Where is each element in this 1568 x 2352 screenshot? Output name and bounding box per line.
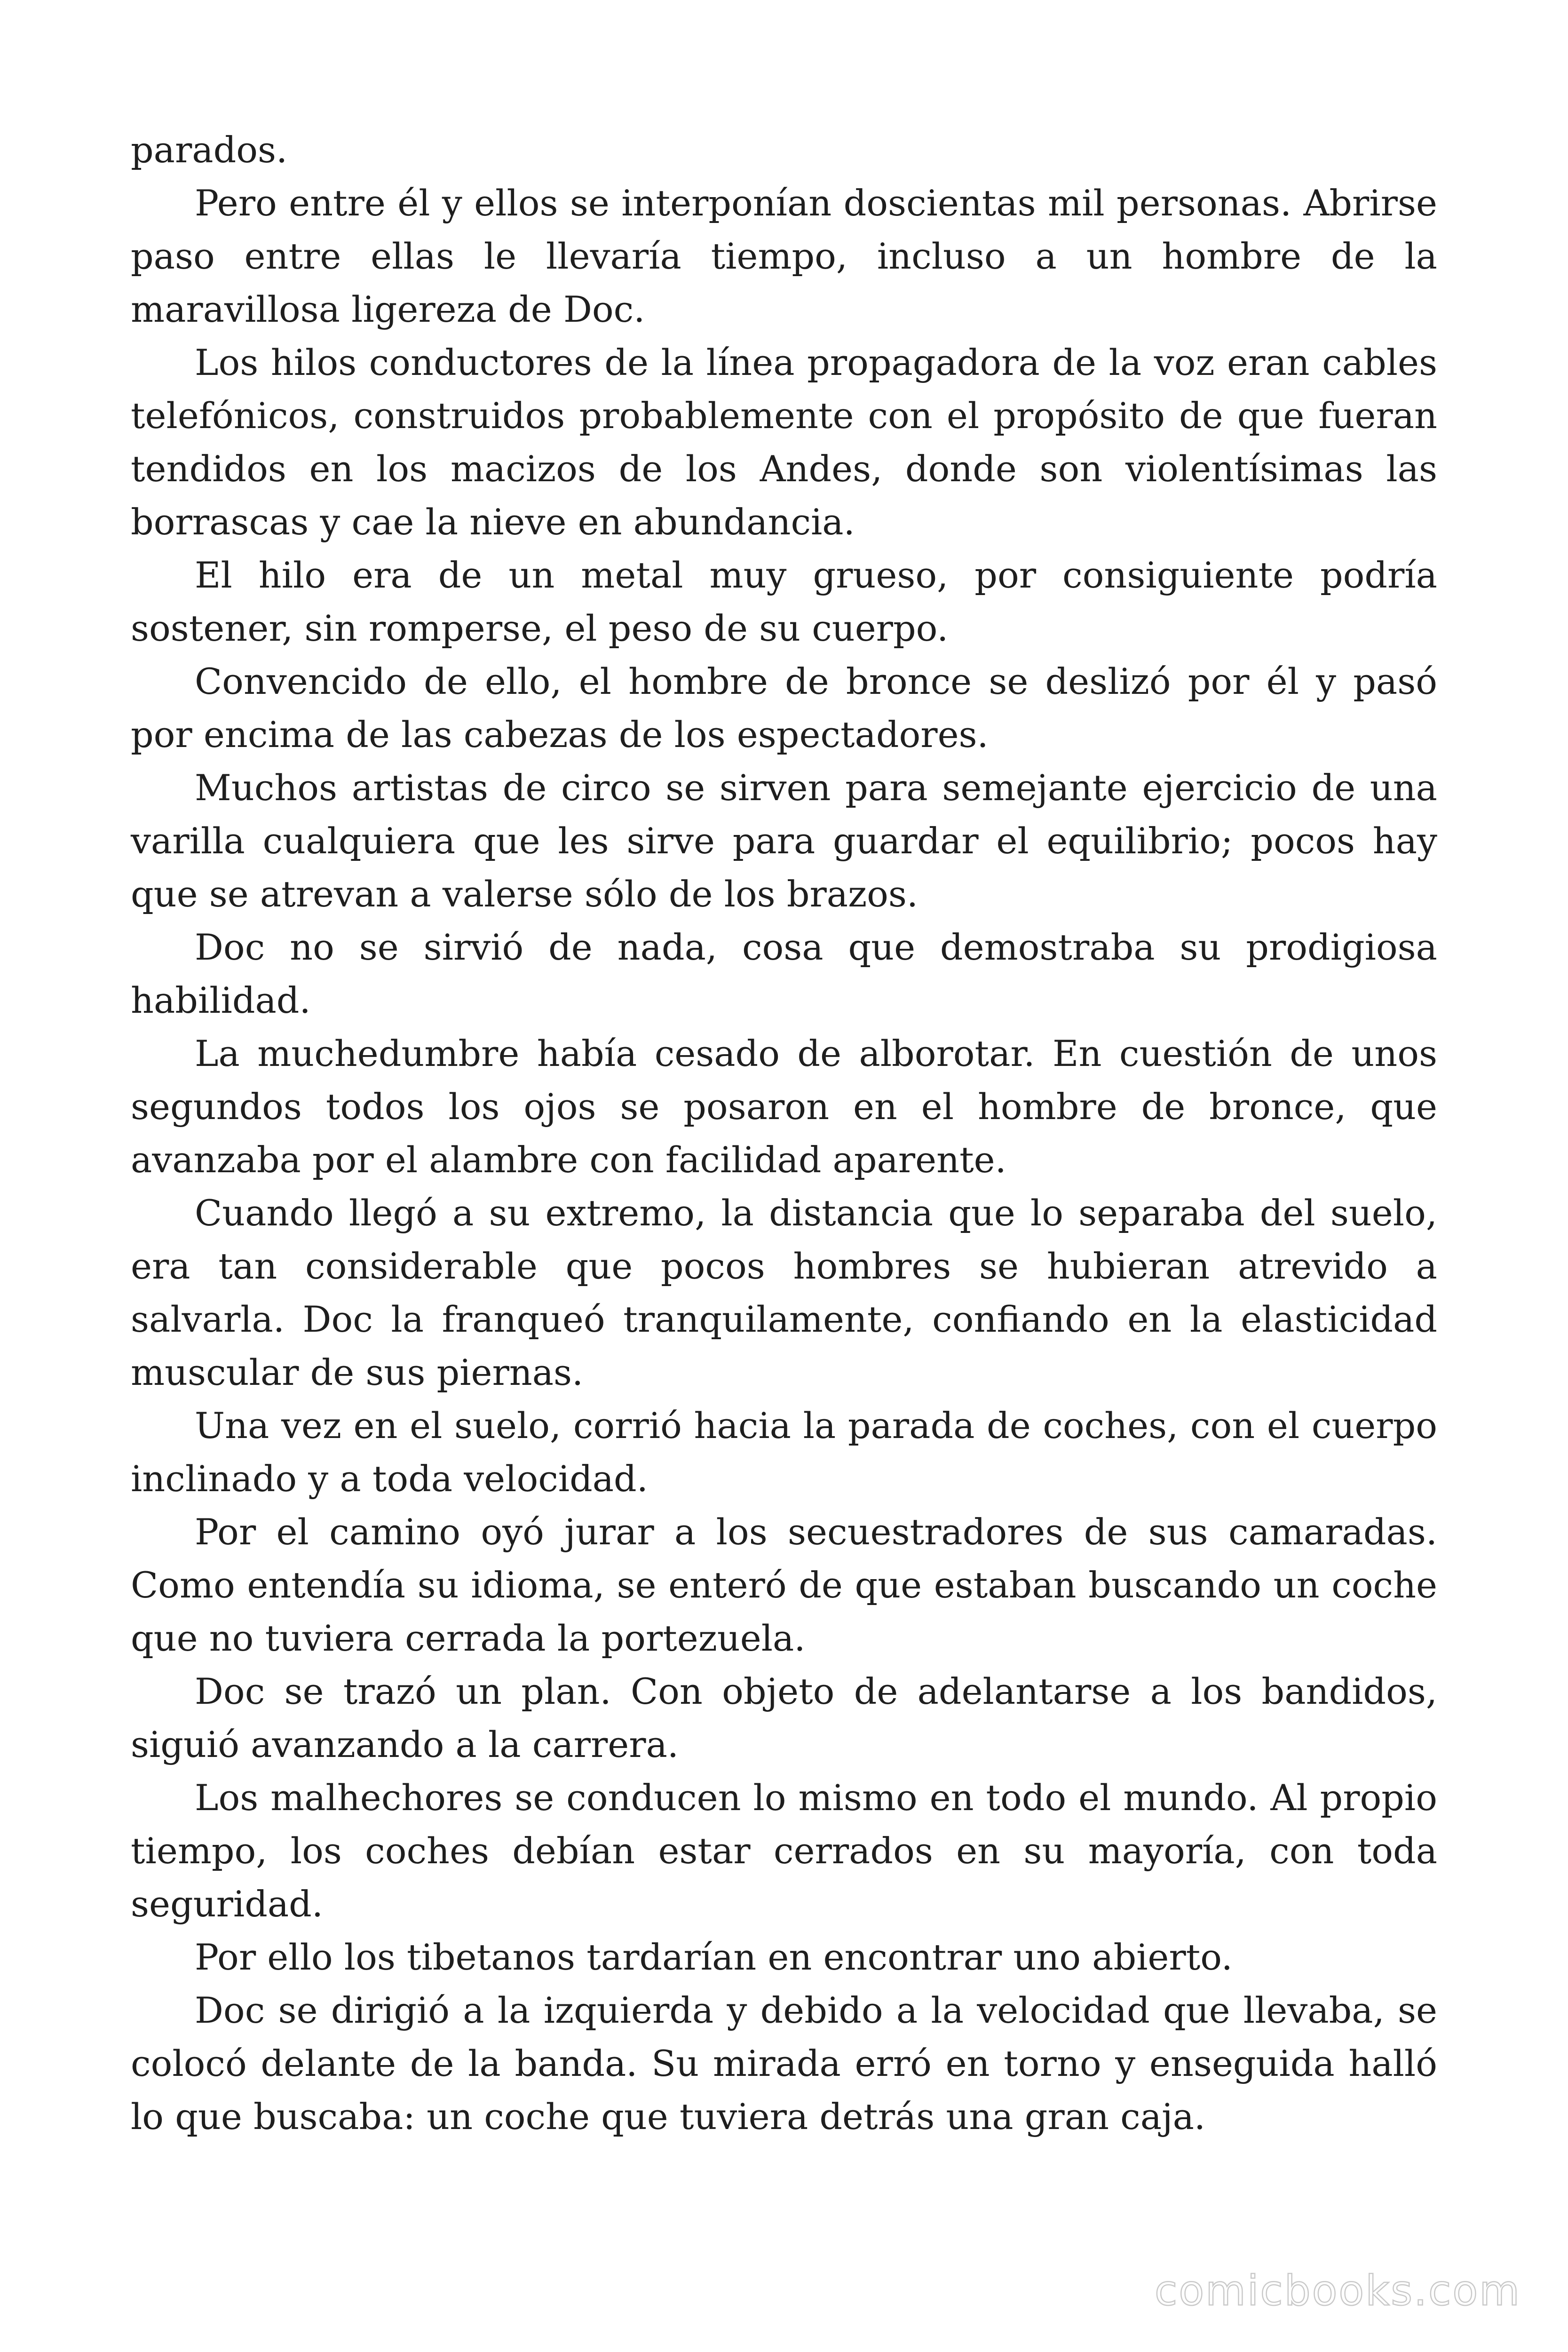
page-body-text xyxy=(131,123,1437,2143)
paragraph: El hilo era de un metal muy grueso, por consiguiente podría sostener, sin romperse, el peso de su cuerpo. xyxy=(131,554,1437,649)
paragraph: Por ello los tibetanos tardarían en encontrar uno abierto. xyxy=(195,1936,1233,1978)
paragraph: Convencido de ello, el hombre de bronce se deslizó por él y pasó por encima de las cabezas de los espectadores. xyxy=(131,660,1437,755)
paragraph: Muchos artistas de circo se sirven para semejante ejercicio de una varilla cualquiera que les sirve para guardar el equilibrio; pocos hay que se atrevan a valerse sólo de los brazos. xyxy=(131,767,1437,915)
paragraph: Doc se dirigió a la izquierda y debido a la velocidad que llevaba, se colocó delante de la banda. Su mirada erró en torno y enseguida halló lo que buscaba: un coche que tuviera detrás una gran caja. xyxy=(131,1989,1437,2137)
paragraph: Una vez en el suelo, corrió hacia la parada de coches, con el cuerpo inclinado y a toda velocidad. xyxy=(131,1405,1437,1500)
paragraph: Los malhechores se conducen lo mismo en todo el mundo. Al propio tiempo, los coches debían estar cerrados en su mayoría, con toda seguridad. xyxy=(131,1777,1437,1925)
paragraph: Cuando llegó a su extremo, la distancia que lo separaba del suelo, era tan considerable que pocos hombres se hubieran atrevido a salvarla. Doc la franqueó tranquilamente, confiando en la elasticidad muscular de sus piernas. xyxy=(131,1192,1437,1393)
paragraph: Doc no se sirvió de nada, cosa que demostraba su prodigiosa habilidad. xyxy=(131,926,1437,1021)
paragraph-continuation: parados. xyxy=(131,129,288,171)
paragraph: Pero entre él y ellos se interponían doscientas mil personas. Abrirse paso entre ellas le llevaría tiempo, incluso a un hombre de la maravillosa ligereza de Doc. xyxy=(131,182,1437,330)
paragraph: Por el camino oyó jurar a los secuestradores de sus camaradas. Como entendía su idioma, se enteró de que estaban buscando un coche que no tuviera cerrada la portezuela. xyxy=(131,1511,1437,1659)
watermark: comicbooks.com xyxy=(1154,2266,1521,2315)
paragraph: Los hilos conductores de la línea propagadora de la voz eran cables telefónicos, construidos probablemente con el propósito de que fueran tendidos en los macizos de los Andes, donde son violentísimas las borrascas y cae la nieve en abundancia. xyxy=(131,342,1437,543)
paragraph: Doc se trazó un plan. Con objeto de adelantarse a los bandidos, siguió avanzando a la carrera. xyxy=(131,1670,1437,1765)
paragraph: La muchedumbre había cesado de alborotar. En cuestión de unos segundos todos los ojos se posaron en el hombre de bronce, que avanzaba por el alambre con facilidad aparente. xyxy=(131,1033,1437,1181)
